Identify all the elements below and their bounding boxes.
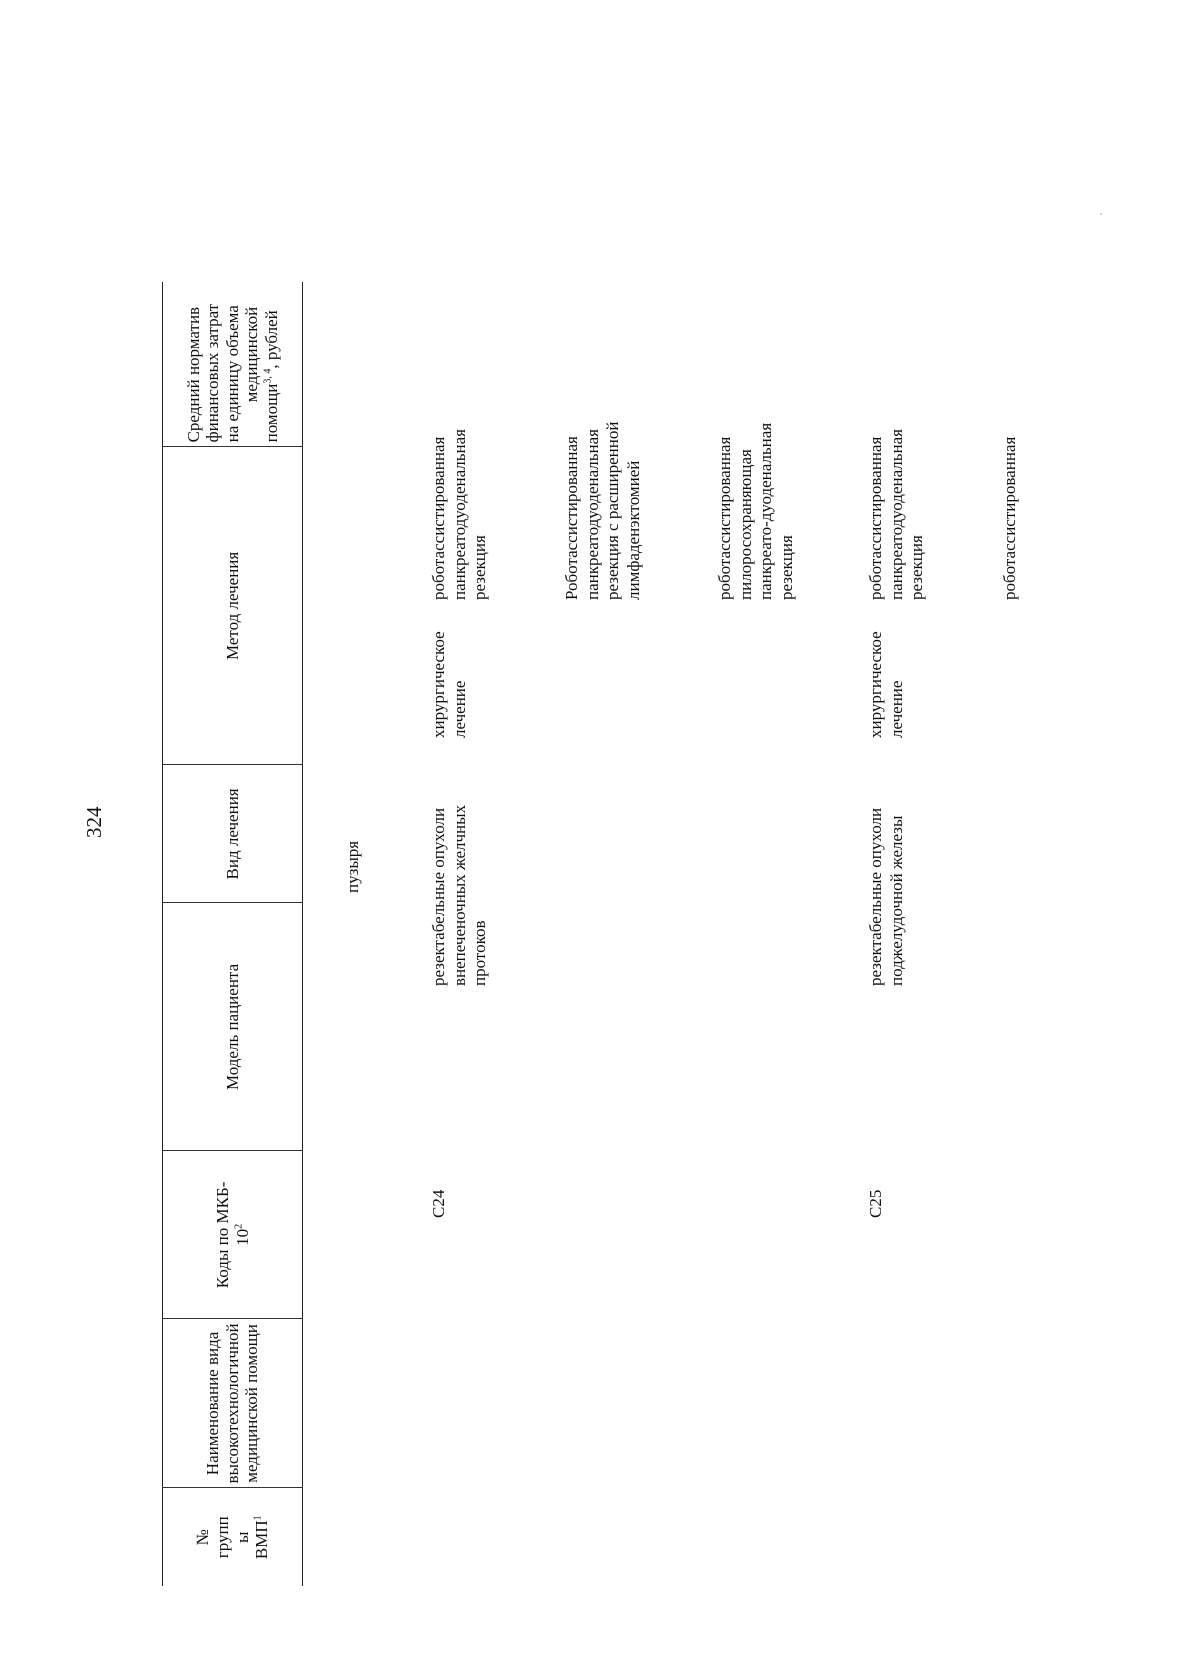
table-header: [162, 282, 303, 1586]
c24-model: [429, 805, 491, 986]
c24-method-2-line3: резекция с расширенной: [603, 421, 623, 600]
c24-method-3: [715, 423, 798, 600]
c24-method-1-line2: панкреатодуоденальная: [449, 429, 469, 600]
header-cost-line1: Средний норматив: [183, 306, 203, 443]
c24-method-2-line2: панкреатодуоденальная: [582, 429, 602, 600]
header-name: [163, 1319, 303, 1488]
c25-method-2-line1: роботассистированная: [1000, 436, 1019, 600]
header-cost: [163, 282, 303, 447]
carryover-model-line: пузыря: [343, 840, 362, 893]
header-group-no-line4: ВМП: [252, 1520, 272, 1560]
header-codes-line2: 10: [232, 1228, 252, 1246]
c24-kind-line2: лечение: [449, 680, 469, 738]
header-group-no-line3: ы: [232, 1531, 252, 1543]
scan-artifact-dot: [1100, 213, 1102, 215]
header-name-line1: Наименование вида: [203, 1331, 223, 1476]
header-cost-line5: помощи: [261, 383, 281, 443]
c25-model-line1: резектабельные опухоли: [866, 807, 885, 986]
c24-method-1-line3: резекция: [470, 535, 490, 600]
c25-method-1-line3: резекция: [907, 535, 927, 600]
header-method: [163, 447, 303, 765]
c24-model-line2: внепеченочных желчных: [449, 804, 469, 986]
c24-method-2: [562, 422, 645, 600]
c24-method-3-line2: пилоросохраняющая: [735, 449, 755, 600]
c25-kind-line1: хирургическое: [866, 631, 885, 738]
c24-method-3-line1: роботассистированная: [715, 436, 734, 600]
header-row: [163, 282, 303, 1586]
header-group-no: [163, 1488, 303, 1586]
c24-model-line3: протоков: [470, 920, 490, 986]
header-codes: [163, 1151, 303, 1319]
c24-method-3-line4: резекция: [777, 535, 797, 600]
c25-code-text: C25: [866, 1189, 885, 1218]
c24-method-3-line3: панкреато-дуоденальная: [756, 422, 776, 600]
c25-method-2: [1000, 437, 1021, 600]
header-cost-line4: медицинской: [242, 306, 262, 403]
header-group-no-line1: №: [193, 1529, 213, 1546]
c24-code: [429, 1190, 450, 1218]
c24-kind-line1: хирургическое: [429, 631, 448, 738]
c25-method-1-line2: панкреатодуоденальная: [886, 429, 906, 600]
header-cost-line3: на единицу объема: [222, 305, 242, 443]
c24-method-2-line1: Роботассистированная: [562, 436, 581, 600]
c25-method-1: [866, 429, 928, 600]
header-codes-line1: Коды по МКБ-: [212, 1181, 232, 1289]
header-cost-footnote: 3, 4: [262, 368, 274, 384]
header-group-no-line2: групп: [212, 1516, 232, 1559]
c24-kind: [429, 631, 470, 738]
c24-method-2-line4: лимфаденэктомией: [624, 460, 644, 600]
header-name-line3: медицинской помощи: [242, 1324, 262, 1483]
header-model-label: Модель пациента: [222, 963, 242, 1090]
header-cost-line5-end: , рублей: [261, 310, 281, 369]
c25-model-line2: поджелудочной железы: [886, 815, 906, 986]
c25-kind: [866, 631, 907, 738]
header-codes-footnote: 2: [232, 1223, 244, 1229]
c25-kind-line2: лечение: [886, 680, 906, 738]
c24-code-text: C24: [429, 1189, 448, 1218]
header-name-line2: высокотехнологичной: [222, 1323, 242, 1484]
header-method-label: Метод лечения: [222, 551, 242, 661]
header-kind: [163, 765, 303, 903]
header-group-no-footnote: 1: [252, 1515, 264, 1521]
c24-method-1: [429, 429, 491, 600]
c24-method-1-line1: роботассистированная: [429, 436, 448, 600]
header-cost-line2: финансовых затрат: [203, 303, 223, 443]
page-number: 324: [82, 806, 106, 838]
c25-model: [866, 808, 907, 986]
header-model: [163, 903, 303, 1151]
c25-code: [866, 1190, 887, 1218]
carryover-model-text: [343, 841, 364, 893]
c24-model-line1: резектабельные опухоли: [429, 807, 448, 986]
c25-method-1-line1: роботассистированная: [866, 436, 885, 600]
header-kind-label: Вид лечения: [222, 788, 242, 880]
